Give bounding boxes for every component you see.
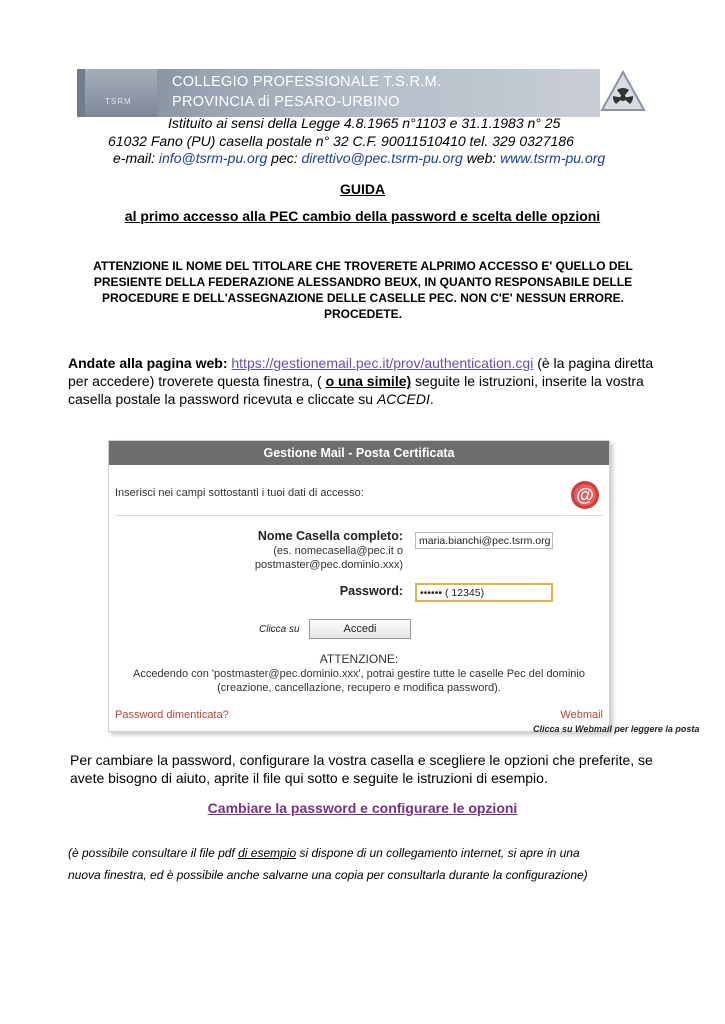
header-contacts	[113, 150, 605, 166]
web-label: web:	[466, 150, 497, 166]
attention-title: ATTENZIONE:	[319, 652, 399, 666]
web-link[interactable]: www.tsrm-pu.org	[500, 150, 606, 166]
email-link[interactable]: info@tsrm-pu.org	[158, 150, 268, 166]
accedi-button[interactable]: Accedi	[309, 619, 411, 639]
pec-link[interactable]: direttivo@pec.tsrm-pu.org	[301, 150, 463, 166]
header-line3: Istituito ai sensi della Legge 4.8.1965 n°1103 e 31.1.1983 n° 25	[168, 115, 561, 131]
panel-header: Gestione Mail - Posta Certificata	[109, 441, 609, 465]
guide-subtitle: al primo accesso alla PEC cambio della password e scelta delle opzioni	[124, 208, 601, 224]
pec-login-url-link[interactable]: https://gestionemail.pec.it/prov/authentication.cgi	[231, 355, 534, 371]
panel-divider	[115, 515, 603, 516]
password-label: Password:	[339, 584, 403, 598]
accedi-emphasis: ACCEDI	[376, 391, 430, 407]
note-pre: (è possibile consultare il file pdf	[68, 846, 239, 860]
email-label: e-mail:	[113, 150, 156, 166]
attention-body: Accedendo con 'postmaster@pec.dominio.xxx', potrai gestire tutte le caselle Pec del dominio (creazione, cancellazione, recupero e modifica password).	[133, 668, 585, 694]
login-screenshot	[108, 440, 700, 734]
mailbox-hint-1: (es. nomecasella@pec.it o	[273, 545, 403, 557]
mailbox-label-group	[255, 529, 403, 572]
password-input[interactable]: •••••• ( 12345)	[415, 583, 553, 602]
clicca-su-note: Clicca su	[259, 624, 300, 635]
pec-at-icon	[569, 479, 601, 511]
change-password-paragraph: Per cambiare la password, configurare la vostra casella e scegliere le opzioni che preferite, se avete bisogno di aiuto, aprite il file qui sotto e seguite le istruzioni di esempio.	[70, 752, 653, 786]
instructions-lead: Andate alla pagina web:	[68, 355, 228, 371]
instructions-paragraph	[68, 354, 668, 408]
header-line2: PROVINCIA di PESARO-URBINO	[172, 94, 400, 110]
warning-text: ATTENZIONE IL NOME DEL TITOLARE CHE TROVERETE ALPRIMO ACCESSO E' QUELLO DEL PRESIENTE DELLA FEDERAZIONE ALESSANDRO BEUX, IN QUANTO RESPONSABILE DELLE PROCEDURE E DELL'ASSEGNAZIONE DELLE CASELLE PEC. NON C'E' NESSUN ERRORE. PROCEDETE.	[93, 259, 633, 321]
radiation-logo-icon	[600, 70, 646, 116]
change-password-guide-link[interactable]: Cambiare la password e configurare le opzioni	[207, 800, 518, 816]
pec-label: pec:	[271, 150, 298, 166]
mailbox-hint-2: postmaster@pec.dominio.xxx)	[254, 559, 403, 571]
example-pdf-link[interactable]: di esempio	[238, 846, 297, 860]
header-banner	[77, 69, 600, 117]
logo-strip	[85, 69, 157, 117]
note-post: si dispone di un collegamento internet, si apre in una	[296, 846, 580, 860]
forgot-password-link[interactable]: Password dimenticata?	[115, 709, 229, 721]
panel-intro: Inserisci nei campi sottostanti i tuoi dati di accesso:	[115, 487, 364, 499]
mailbox-label: Nome Casella completo:	[257, 529, 403, 543]
header-line1: COLLEGIO PROFESSIONALE T.S.R.M.	[172, 74, 442, 90]
header-line4: 61032 Fano (PU) casella postale n° 32 C.F. 90011510410 tel. 329 0327186	[108, 133, 574, 149]
webmail-hand-note: Clicca su Webmail per leggere la posta	[533, 724, 700, 734]
instructions-mid: (è la pagina diretta per accedere) troverete questa finestra, (	[68, 355, 654, 389]
instructions-tail: seguite le istruzioni, inserite la vostra casella postale la password ricevuta e cliccate su	[68, 373, 644, 407]
webmail-link[interactable]: Webmail	[560, 709, 603, 721]
logo-text: TSRM	[105, 97, 132, 106]
note-line2: nuova finestra, ed è possibile anche salvarne una copia per consultarla durante la configurazione)	[68, 868, 588, 882]
instructions-end: .	[429, 391, 434, 407]
mailbox-input[interactable]: maria.bianchi@pec.tsrm.org	[415, 532, 553, 549]
svg-text:@: @	[576, 485, 594, 505]
note-line1	[68, 845, 668, 861]
guide-title: GUIDA	[339, 181, 386, 197]
or-similar-text: o una simile)	[325, 373, 412, 389]
